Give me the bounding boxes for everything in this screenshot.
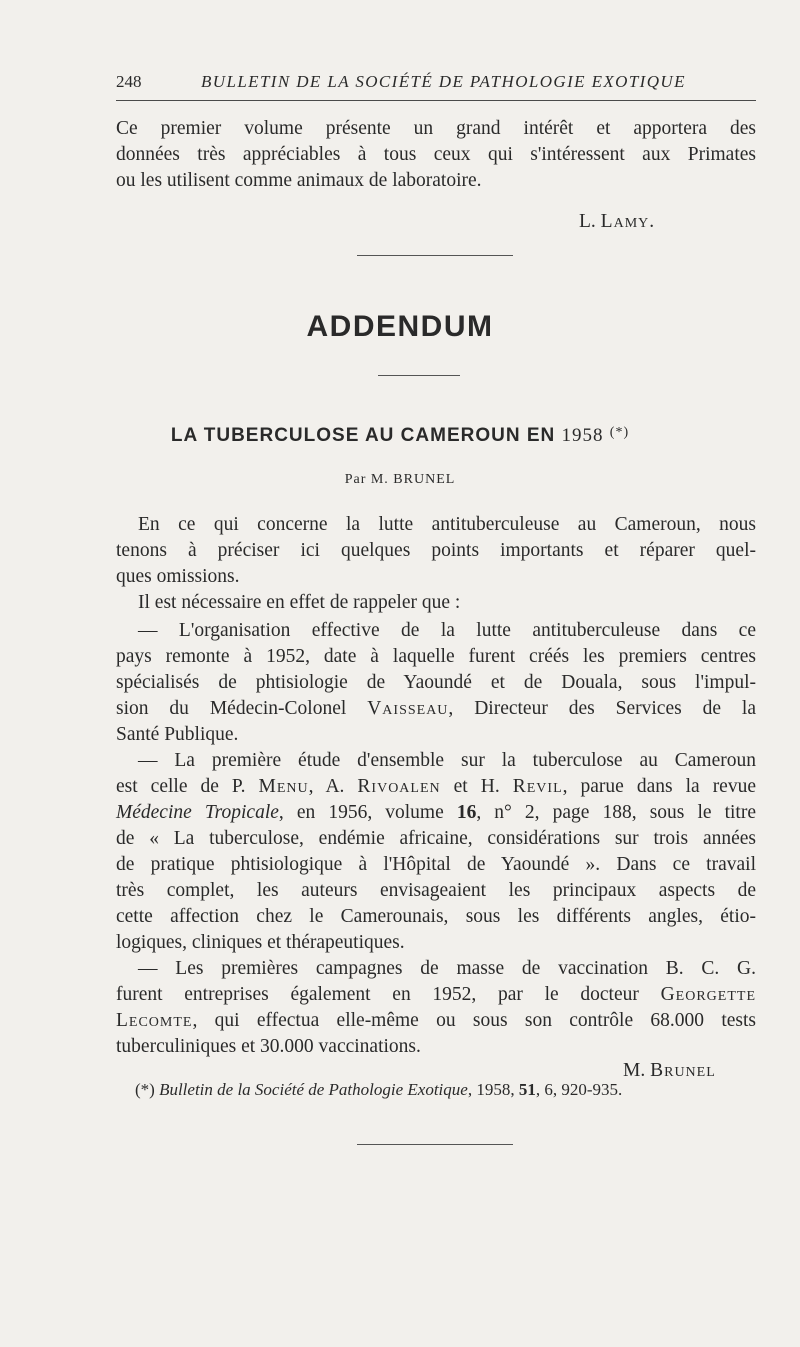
p4-line-5: de pratique phtisiologique à l'Hôpital de Yaoundé ». Dans ce travail xyxy=(116,854,756,875)
name-rivoalen: Rivoalen xyxy=(357,776,441,797)
article-title-note: (*) xyxy=(609,425,630,440)
p5-line-3-b: , qui effectua elle-même ou sous son contrôle 68.000 tests xyxy=(192,1010,756,1031)
addendum-heading: ADDENDUM xyxy=(306,310,494,343)
p4-line-3 xyxy=(116,800,756,826)
footnote-ref-b: , 6, 920-935. xyxy=(535,1080,623,1099)
p4-line-2 xyxy=(116,774,756,800)
end-divider xyxy=(357,1144,513,1145)
p4-line-2-a: est celle de P. xyxy=(116,776,259,797)
article-signature-initial: M. xyxy=(623,1060,651,1081)
p4-line-2-d: , parue dans la revue xyxy=(562,776,756,797)
review-signature-initial: L. xyxy=(579,211,601,232)
p5-line-1: — Les premières campagnes de masse de vaccination B. C. G. xyxy=(138,958,756,979)
journal-medecine-tropicale: Médecine Tropicale xyxy=(116,802,279,823)
page-number: 248 xyxy=(116,72,142,91)
p3-line-5: Santé Publique. xyxy=(116,724,239,745)
heading-divider xyxy=(378,375,460,376)
review-line-2: données très appréciables à tous ceux qui s'intéressent aux Primates xyxy=(116,144,756,165)
article-signature xyxy=(623,1060,716,1082)
review-line-3: ou les utilisent comme animaux de laboratoire. xyxy=(116,170,482,191)
p4-line-6: très complet, les auteurs envisageaient les principaux aspects de xyxy=(116,880,756,901)
footnote-ref-a: , 1958, xyxy=(467,1080,519,1099)
p5-line-3 xyxy=(116,1008,756,1034)
p3-line-4-b: , Directeur des Services de la xyxy=(448,698,757,719)
volume-number: 16 xyxy=(456,802,477,823)
name-vaisseau: Vaisseau xyxy=(367,698,449,719)
p4-line-8: logiques, cliniques et thérapeutiques. xyxy=(116,932,405,953)
p4-line-1: — La première étude d'ensemble sur la tuberculose au Cameroun xyxy=(138,750,756,771)
name-lecomte: Lecomte xyxy=(116,1010,193,1031)
article-title xyxy=(0,425,800,447)
article-signature-name: Brunel xyxy=(650,1060,716,1081)
name-revil: Revil xyxy=(512,776,563,797)
footnote xyxy=(135,1080,622,1100)
article-title-text: LA TUBERCULOSE AU CAMEROUN EN xyxy=(170,425,556,446)
p4-line-2-b: , A. xyxy=(308,776,358,797)
review-signature xyxy=(579,211,655,233)
p5-line-2-a: furent entreprises également en 1952, par le docteur xyxy=(116,984,661,1005)
p5-line-2 xyxy=(116,982,756,1008)
review-line-1: Ce premier volume présente un grand intérêt et apportera des xyxy=(116,118,756,139)
name-georgette: Georgette xyxy=(660,984,756,1005)
article-byline: Par M. BRUNEL xyxy=(344,472,456,487)
article-title-year: 1958 xyxy=(561,425,604,446)
p4-line-2-c: et H. xyxy=(440,776,513,797)
section-divider xyxy=(357,255,513,256)
journal-title: BULLETIN DE LA SOCIÉTÉ DE PATHOLOGIE EXOTIQUE xyxy=(201,72,686,91)
p4-line-7: cette affection chez le Camerounais, sous les différents angles, étio- xyxy=(116,906,756,927)
running-head xyxy=(116,70,756,101)
p4-line-3-b: , n° 2, page 188, sous le titre xyxy=(476,802,756,823)
p3-line-4 xyxy=(116,696,756,722)
p3-line-4-a: sion du Médecin-Colonel xyxy=(116,698,368,719)
p2-line-1: Il est nécessaire en effet de rappeler que : xyxy=(138,592,461,613)
p3-line-3: spécialisés de phtisiologie de Yaoundé et de Douala, sous l'impul- xyxy=(116,672,756,693)
name-menu: Menu xyxy=(258,776,309,797)
p3-line-1: — L'organisation effective de la lutte antituberculeuse dans ce xyxy=(138,620,756,641)
footnote-mark: (*) xyxy=(135,1080,160,1099)
p4-line-3-a: , en 1956, volume xyxy=(278,802,457,823)
p1-line-2: tenons à préciser ici quelques points importants et réparer quel- xyxy=(116,540,756,561)
footnote-journal: Bulletin de la Société de Pathologie Exotique xyxy=(159,1080,468,1099)
footnote-volume: 51 xyxy=(518,1080,536,1099)
p1-line-3: ques omissions. xyxy=(116,566,240,587)
review-signature-name: Lamy. xyxy=(600,211,656,232)
p4-line-4: de « La tuberculose, endémie africaine, considérations sur trois années xyxy=(116,828,756,849)
p3-line-2: pays remonte à 1952, date à laquelle furent créés les premiers centres xyxy=(116,646,756,667)
p1-line-1: En ce qui concerne la lutte antituberculeuse au Cameroun, nous xyxy=(138,514,756,535)
p5-line-4: tuberculiniques et 30.000 vaccinations. xyxy=(116,1036,421,1057)
